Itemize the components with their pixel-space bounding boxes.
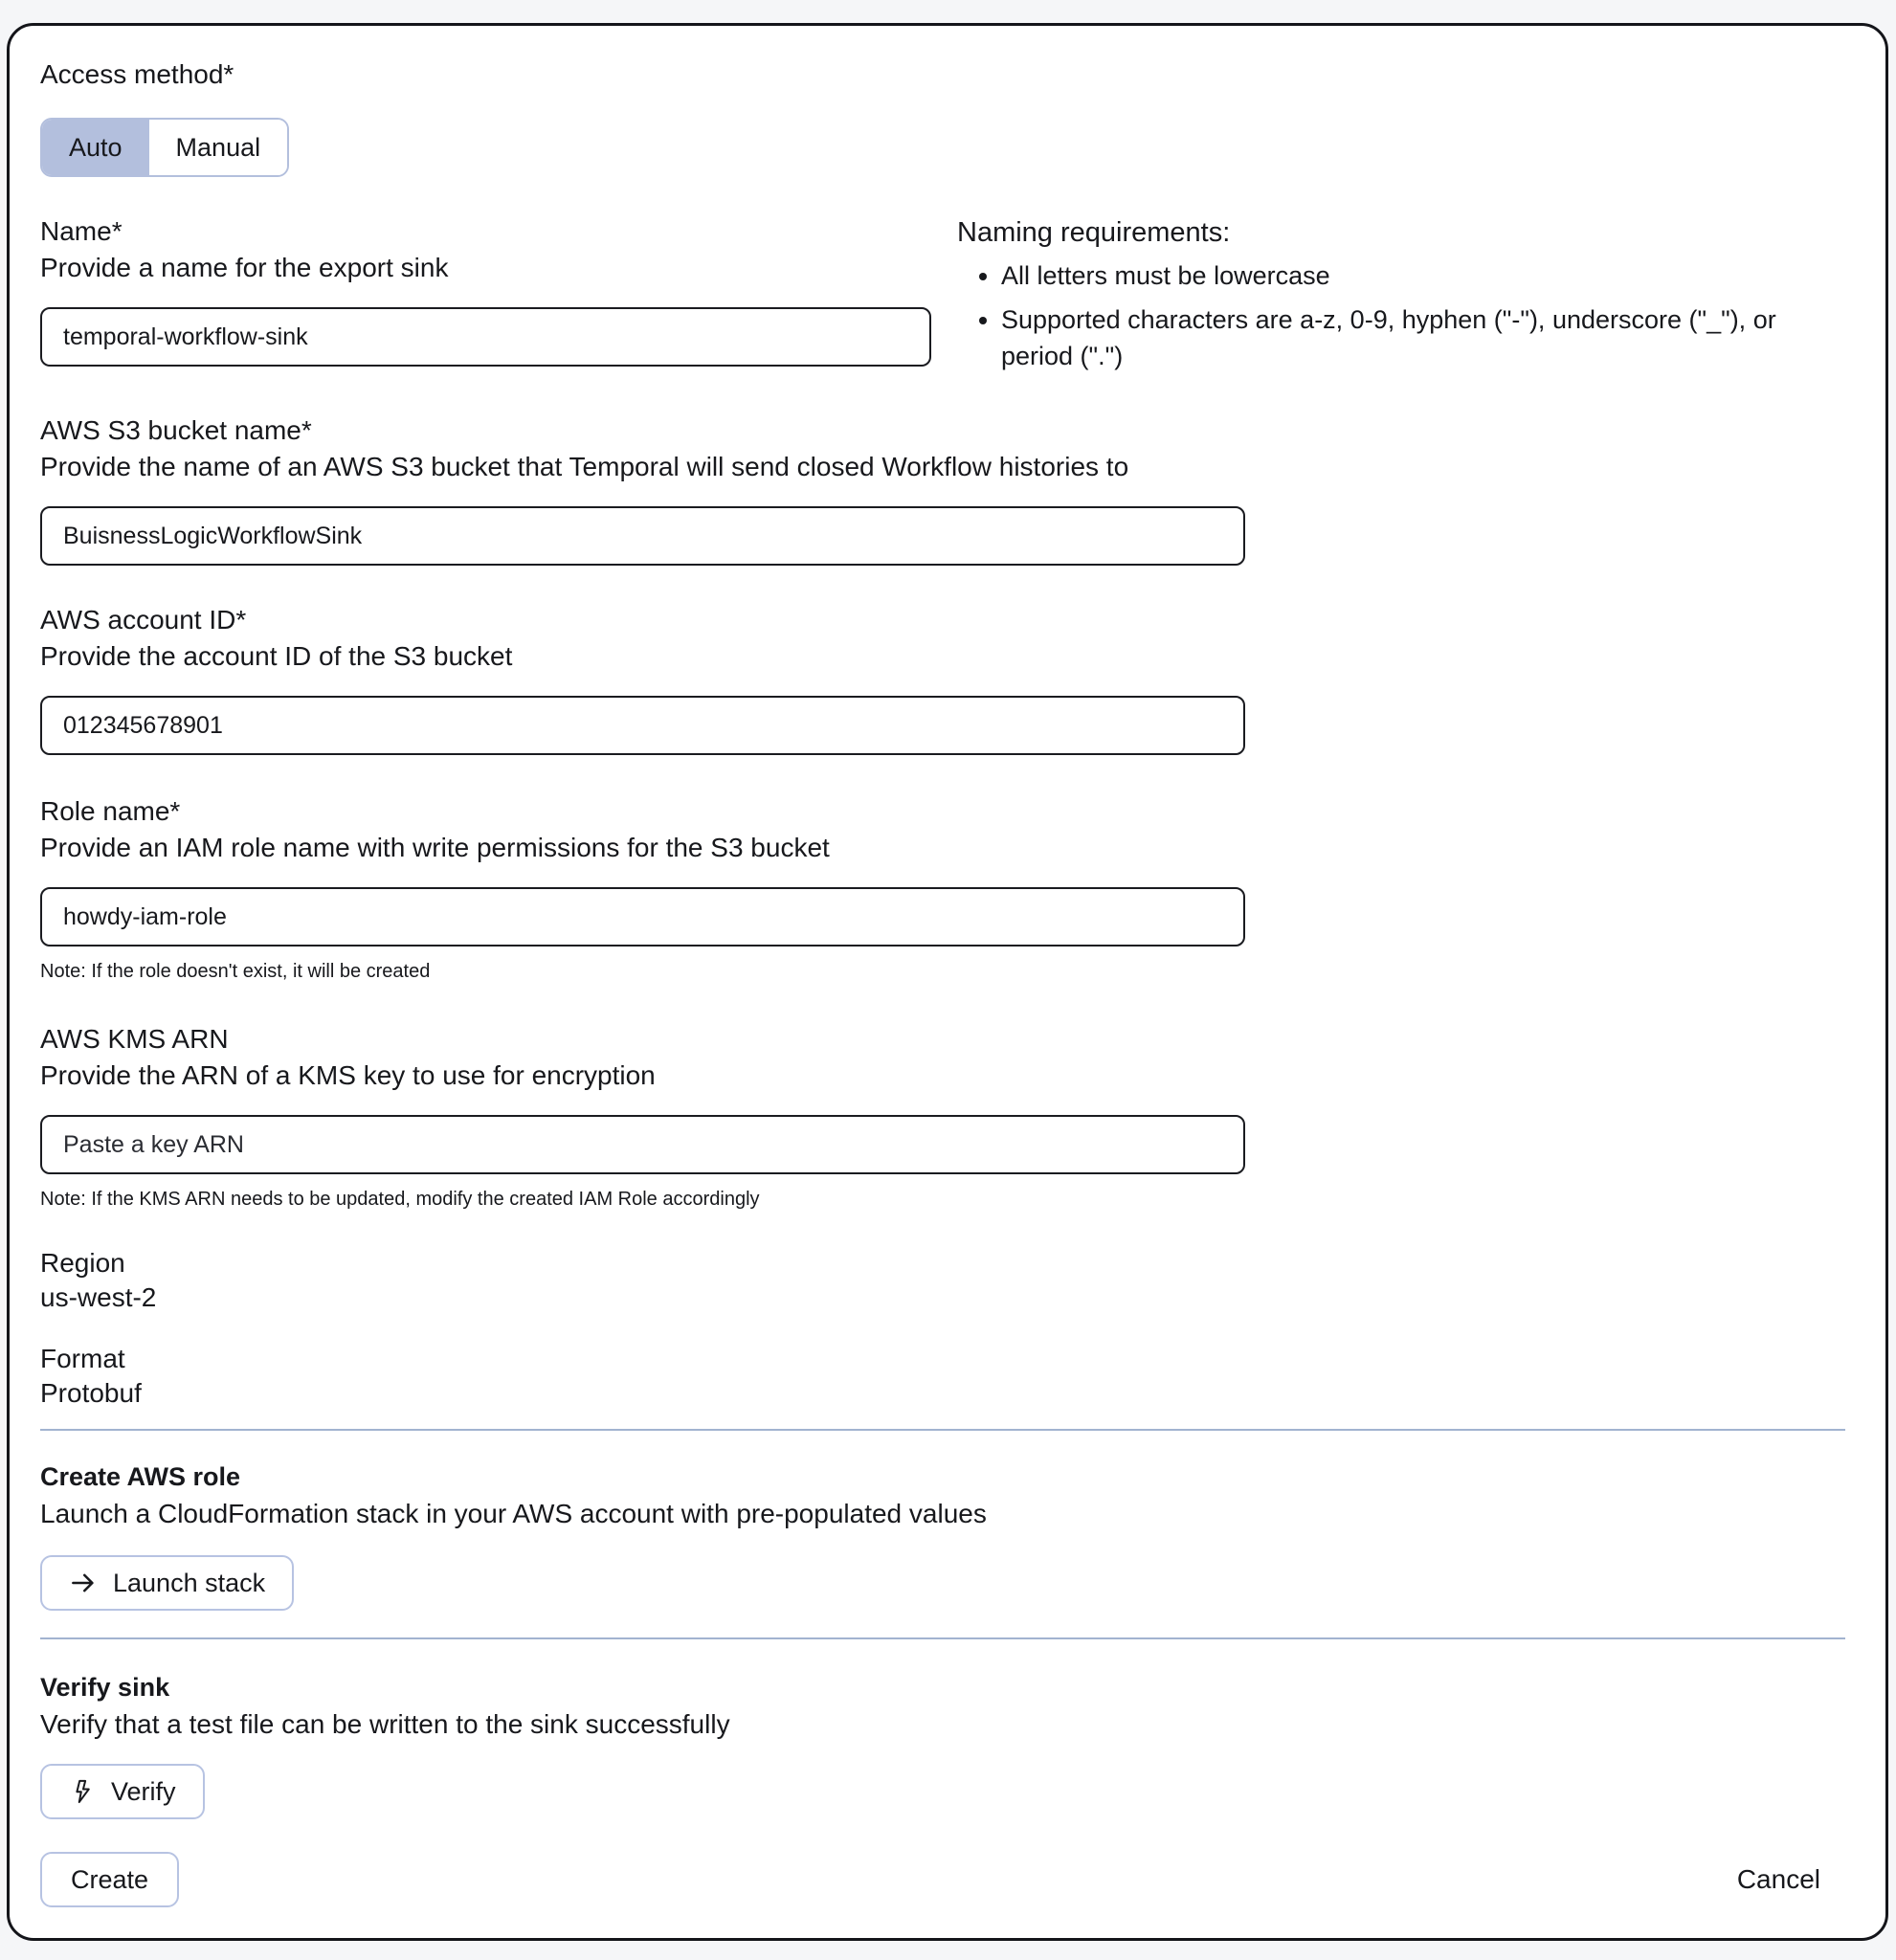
bucket-label: AWS S3 bucket name* — [40, 415, 312, 445]
account-description: Provide the account ID of the S3 bucket — [40, 641, 513, 671]
format-value: Protobuf — [40, 1378, 142, 1408]
lightning-bolt-icon — [69, 1778, 96, 1805]
account-field-group — [40, 604, 1845, 755]
kms-field-group — [40, 1023, 1845, 1211]
region-group — [40, 1247, 1845, 1314]
arrow-right-icon — [69, 1569, 98, 1597]
create-role-description: Launch a CloudFormation stack in your AWS account with pre-populated values — [40, 1499, 987, 1528]
kms-description: Provide the ARN of a KMS key to use for encryption — [40, 1060, 656, 1090]
role-note: Note: If the role doesn't exist, it will be created — [40, 961, 431, 982]
access-method-toggle — [40, 118, 289, 177]
verify-description: Verify that a test file can be written to the sink successfully — [40, 1709, 730, 1739]
role-description: Provide an IAM role name with write permissions for the S3 bucket — [40, 833, 830, 862]
form-footer — [40, 1852, 1845, 1907]
role-label: Role name* — [40, 796, 181, 826]
role-field-group — [40, 795, 1845, 983]
role-input[interactable] — [40, 887, 1245, 947]
requirement-item: • Supported characters are a-z, 0-9, hyphen ("-"), underscore ("_"), or period (".") — [1001, 301, 1845, 374]
region-label: Region — [40, 1248, 125, 1278]
name-input[interactable] — [40, 307, 931, 367]
kms-label: AWS KMS ARN — [40, 1024, 229, 1054]
verify-section — [40, 1672, 1845, 1819]
export-sink-form-card — [7, 23, 1888, 1941]
naming-requirements-list — [957, 257, 1845, 374]
divider — [40, 1429, 1845, 1431]
create-button[interactable]: Create — [40, 1852, 179, 1907]
toggle-option-auto[interactable]: Auto — [42, 120, 149, 175]
name-description: Provide a name for the export sink — [40, 253, 449, 282]
naming-requirements — [957, 215, 1845, 374]
verify-label: Verify — [111, 1776, 176, 1806]
kms-note: Note: If the KMS ARN needs to be updated, modify the created IAM Role accordingly — [40, 1189, 760, 1210]
region-value: us-west-2 — [40, 1282, 157, 1312]
bucket-description: Provide the name of an AWS S3 bucket that Temporal will send closed Workflow histories to — [40, 452, 1129, 481]
name-label: Name* — [40, 216, 123, 246]
naming-requirements-title: Naming requirements: — [957, 217, 1231, 248]
create-role-section — [40, 1461, 1845, 1611]
bucket-input[interactable] — [40, 506, 1245, 566]
name-field-group — [40, 215, 931, 374]
requirement-item: • All letters must be lowercase — [1001, 257, 1845, 294]
kms-input[interactable] — [40, 1115, 1245, 1174]
toggle-option-manual[interactable]: Manual — [149, 120, 288, 175]
access-method-label: Access method* — [40, 59, 234, 89]
account-input[interactable] — [40, 696, 1245, 755]
name-and-requirements-row — [40, 215, 1845, 374]
divider — [40, 1637, 1845, 1639]
format-group — [40, 1343, 1845, 1410]
account-label: AWS account ID* — [40, 605, 247, 635]
format-label: Format — [40, 1344, 125, 1373]
cancel-button[interactable]: Cancel — [1736, 1864, 1820, 1894]
bucket-field-group — [40, 414, 1845, 566]
launch-stack-label: Launch stack — [113, 1568, 266, 1597]
create-role-title: Create AWS role — [40, 1462, 241, 1491]
verify-title: Verify sink — [40, 1673, 170, 1702]
verify-button[interactable] — [40, 1764, 205, 1819]
launch-stack-button[interactable] — [40, 1555, 294, 1611]
